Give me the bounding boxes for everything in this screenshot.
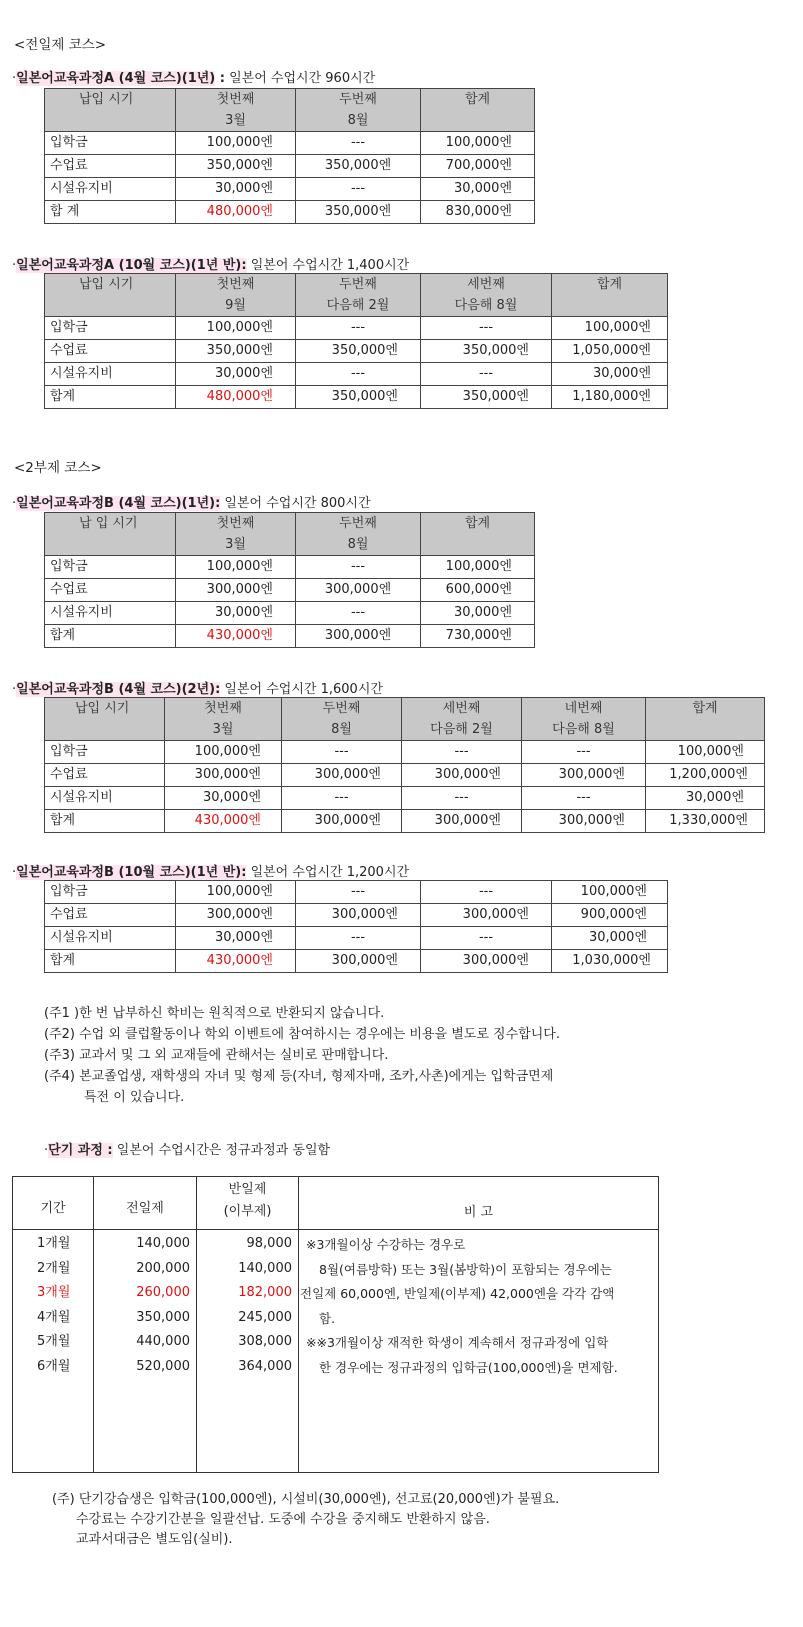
footnote-line: 교과서대금은 별도임(실비). (76, 1532, 233, 1547)
table-row (45, 904, 668, 927)
notes-block (44, 1003, 560, 1108)
period-cell: 4개월 (37, 1309, 71, 1325)
fee-cell: 300,000엔 (402, 810, 522, 833)
fee-cell: 30,000엔 (421, 178, 535, 201)
remark-line: ※3개월이상 수강하는 경우로 (306, 1237, 466, 1252)
course-title-highlight: 일본어교육과정B (4월 코스)(2년): (16, 682, 221, 697)
course-b-april-1yr-title: ·일본어교육과정B (4월 코스)(1년): 일본어 수업시간 800시간 (12, 496, 371, 511)
fee-cell: 30,000엔 (176, 927, 296, 950)
fee-cell: 300,000엔 (282, 764, 402, 787)
course-title-rest: 일본어 수업시간은 정규과정과 동일함 (112, 1143, 331, 1158)
half-day-fee: 245,000 (238, 1309, 292, 1325)
course-b-april-2yr-title: ·일본어교육과정B (4월 코스)(2년): 일본어 수업시간 1,600시간 (12, 682, 383, 697)
fee-cell: 300,000엔 (522, 764, 646, 787)
fee-cell: 30,000엔 (646, 787, 765, 810)
short-course-table (12, 1176, 659, 1473)
fee-cell: 1,180,000엔 (552, 386, 668, 409)
course-b-october-title: ·일본어교육과정B (10월 코스)(1년 반): 일본어 수업시간 1,200시간 (12, 865, 410, 880)
header-installment: 첫번째 9월 (176, 274, 296, 317)
fee-cell: --- (402, 787, 522, 810)
fee-cell: 300,000엔 (296, 950, 421, 973)
fee-cell: --- (296, 602, 421, 625)
fee-cell: 100,000엔 (421, 132, 535, 155)
fee-cell: 30,000엔 (176, 178, 296, 201)
fee-cell: 100,000엔 (176, 317, 296, 340)
fee-cell: --- (421, 927, 552, 950)
half-day-fee: 98,000 (246, 1236, 292, 1251)
course-a-april-fee-table (44, 88, 535, 224)
fee-cell: 30,000엔 (165, 787, 282, 810)
full-day-fee: 440,000 (136, 1334, 190, 1349)
course-title-highlight: 일본어교육과정A (4월 코스)(1년) (16, 71, 216, 86)
course-title-rest: 일본어 수업시간 960시간 (224, 71, 376, 86)
fee-cell: 30,000엔 (176, 602, 296, 625)
course-title-rest: 일본어 수업시간 1,400시간 (246, 258, 410, 273)
course-b-april-1yr-fee-table (44, 512, 535, 648)
fee-cell: 30,000엔 (552, 927, 668, 950)
course-b-april-2yr-fee-table (44, 697, 765, 833)
table-row (45, 155, 535, 178)
header-total: 합계 (552, 274, 668, 317)
fee-cell: 700,000엔 (421, 155, 535, 178)
fee-cell: 600,000엔 (421, 579, 535, 602)
fee-cell: 300,000엔 (402, 764, 522, 787)
row-label: 입학금 (45, 556, 176, 579)
table-row (45, 132, 535, 155)
fee-cell: --- (522, 787, 646, 810)
fee-cell: 300,000엔 (176, 904, 296, 927)
period-cell: 3개월 (37, 1285, 71, 1300)
section-heading-part-time: <2부제 코스> (14, 460, 102, 476)
footnote-line: 수강료는 수강기간분을 일괄선납. 도중에 수강을 중지해도 반환하지 않음. (76, 1512, 490, 1527)
fee-cell: 30,000엔 (176, 363, 296, 386)
fee-cell: 100,000엔 (646, 741, 765, 764)
half-day-fee: 308,000 (238, 1334, 292, 1349)
half-day-fee: 364,000 (238, 1358, 292, 1374)
short-course-title: ·단기 과정 : 일본어 수업시간은 정규과정과 동일함 (44, 1143, 331, 1158)
fee-cell: --- (296, 881, 421, 904)
note-item: (주1 )한 번 납부하신 학비는 원칙적으로 반환되지 않습니다. (44, 1006, 385, 1021)
full-day-fee: 260,000 (136, 1285, 190, 1300)
remark-line: ※※3개월이상 재적한 학생이 계속해서 정규과정에 입학 (306, 1335, 609, 1350)
fee-cell: 900,000엔 (552, 904, 668, 927)
fee-cell: 100,000엔 (421, 556, 535, 579)
table-row (13, 1306, 298, 1331)
course-a-april-title: ·일본어교육과정A (4월 코스)(1년) : 일본어 수업시간 960시간 (12, 71, 376, 86)
footnote-line: (주) 단기강습생은 입학금(100,000엔), 시설비(30,000엔), 선고료(20,000엔)가 불필요. (52, 1492, 560, 1507)
row-label: 합계 (45, 625, 176, 648)
note-item: (주3) 교과서 및 그 외 교재들에 관해서는 실비로 판매합니다. (44, 1048, 389, 1063)
table-row-highlight (13, 1281, 298, 1306)
course-title-highlight: 일본어교육과정B (10월 코스)(1년 반): (16, 865, 247, 880)
row-label: 시설유지비 (45, 178, 176, 201)
fee-cell: 300,000엔 (282, 810, 402, 833)
row-label: 합계 (45, 950, 176, 973)
short-course-rows (13, 1232, 298, 1379)
fee-cell-first-total: 430,000엔 (165, 810, 282, 833)
fee-cell: 300,000엔 (296, 904, 421, 927)
full-day-fee: 200,000 (136, 1260, 190, 1276)
course-title-rest: 일본어 수업시간 1,200시간 (246, 865, 410, 880)
table-row-total (45, 201, 535, 224)
fee-cell: 100,000엔 (176, 556, 296, 579)
table-row (45, 556, 535, 579)
fee-cell-first-total: 480,000엔 (176, 201, 296, 224)
remark-line: 함. (319, 1310, 336, 1326)
period-cell: 5개월 (37, 1334, 71, 1349)
fee-cell: --- (402, 741, 522, 764)
row-label: 입학금 (45, 132, 176, 155)
course-title-highlight: 일본어교육과정A (10월 코스)(1년 반): (16, 258, 247, 273)
remark-line: 8월(여름방학) 또는 3월(봄방학)이 포함되는 경우에는 (319, 1261, 612, 1277)
row-label: 수업료 (45, 340, 176, 363)
header-installment: 세번째 다음해 8월 (421, 274, 552, 317)
fee-cell: --- (421, 881, 552, 904)
short-course-remarks (300, 1233, 656, 1380)
course-title-rest: 일본어 수업시간 1,600시간 (220, 682, 383, 697)
fee-cell: 300,000엔 (522, 810, 646, 833)
fee-cell: --- (296, 178, 421, 201)
period-cell: 2개월 (37, 1260, 71, 1276)
fee-cell: 350,000엔 (176, 155, 296, 178)
fee-cell: 350,000엔 (421, 386, 552, 409)
fee-cell: --- (296, 132, 421, 155)
short-course-footnotes (52, 1490, 559, 1550)
table-row-total (45, 625, 535, 648)
table-row (45, 579, 535, 602)
header-payment-period: 납 입 시기 (45, 513, 176, 556)
fee-cell: 350,000엔 (296, 340, 421, 363)
half-day-fee: 140,000 (238, 1260, 292, 1276)
note-item: 특전 이 있습니다. (84, 1090, 185, 1105)
fee-cell: 300,000엔 (296, 625, 421, 648)
course-a-october-fee-table (44, 273, 668, 409)
row-label: 합계 (45, 386, 176, 409)
table-row (45, 363, 668, 386)
header-installment: 두번째 8월 (282, 698, 402, 741)
header-total: 합계 (646, 698, 765, 741)
period-cell: 1개월 (37, 1236, 71, 1251)
header-payment-period: 납입 시기 (45, 698, 165, 741)
remark-line: 한 경우에는 정규과정의 입학금(100,000엔)을 면제함. (319, 1359, 618, 1375)
table-row (45, 741, 765, 764)
fee-cell: 300,000엔 (296, 579, 421, 602)
fee-cell: --- (296, 556, 421, 579)
row-label: 시설유지비 (45, 363, 176, 386)
row-label: 수업료 (45, 579, 176, 602)
fee-cell: 1,030,000엔 (552, 950, 668, 973)
fee-cell: 30,000엔 (421, 602, 535, 625)
table-row (13, 1330, 298, 1355)
row-label: 입학금 (45, 317, 176, 340)
course-a-october-title: ·일본어교육과정A (10월 코스)(1년 반): 일본어 수업시간 1,400시간 (12, 258, 410, 273)
half-day-fee: 182,000 (238, 1285, 292, 1300)
course-title-rest: 일본어 수업시간 800시간 (220, 496, 371, 511)
table-row (13, 1257, 298, 1282)
fee-cell: --- (282, 741, 402, 764)
note-item: (주2) 수업 외 클럽활동이나 학외 이벤트에 참여하시는 경우에는 비용을 별도로 징수합니다. (44, 1027, 560, 1042)
header-remark: 비 고 (463, 1205, 494, 1220)
fee-cell: 350,000엔 (296, 155, 421, 178)
row-label: 시설유지비 (45, 602, 176, 625)
table-row-total (45, 386, 668, 409)
fee-cell: --- (421, 363, 552, 386)
fee-cell-first-total: 430,000엔 (176, 625, 296, 648)
header-installment: 세번째 다음해 2월 (402, 698, 522, 741)
table-row (13, 1232, 298, 1257)
fee-cell: 300,000엔 (421, 904, 552, 927)
table-row (45, 317, 668, 340)
fee-cell: 350,000엔 (296, 386, 421, 409)
course-title-highlight: 일본어교육과정B (4월 코스)(1년): (16, 496, 221, 511)
remark-line: 전일제 60,000엔, 반일제(이부제) 42,000엔을 각각 감액 (300, 1286, 615, 1301)
period-cell: 6개월 (37, 1358, 71, 1374)
fee-cell: 300,000엔 (421, 950, 552, 973)
fee-cell: 300,000엔 (165, 764, 282, 787)
table-row (45, 602, 535, 625)
section-heading-full-day: <전일제 코스> (14, 37, 107, 53)
table-row (45, 178, 535, 201)
course-title-sep: : (215, 71, 225, 86)
full-day-fee: 520,000 (136, 1358, 190, 1374)
fee-cell: --- (296, 317, 421, 340)
table-row (45, 927, 668, 950)
row-label: 시설유지비 (45, 787, 165, 810)
header-payment-period: 납입 시기 (45, 89, 176, 132)
note-item: (주4) 본교졸업생, 재학생의 자녀 및 형제 등(자녀, 형제자매, 조카,사촌)에게는 입학금면제 (44, 1069, 554, 1084)
header-installment: 첫번째 3월 (176, 513, 296, 556)
header-total: 합계 (421, 513, 535, 556)
table-row-total (45, 950, 668, 973)
fee-cell: 100,000엔 (552, 881, 668, 904)
header-installment: 두번째 8월 (296, 89, 421, 132)
course-title-highlight: 단기 과정 : (48, 1143, 113, 1158)
full-day-fee: 140,000 (136, 1236, 190, 1251)
header-full-day: 전일제 (126, 1201, 164, 1216)
table-row (45, 787, 765, 810)
table-row (45, 764, 765, 787)
table-row (45, 881, 668, 904)
fee-cell: 730,000엔 (421, 625, 535, 648)
fee-cell: 100,000엔 (176, 132, 296, 155)
fee-cell: 350,000엔 (296, 201, 421, 224)
fee-cell: 100,000엔 (552, 317, 668, 340)
table-row (13, 1355, 298, 1380)
fee-cell: 1,330,000엔 (646, 810, 765, 833)
fee-cell: --- (522, 741, 646, 764)
row-label: 수업료 (45, 904, 176, 927)
fee-cell: 30,000엔 (552, 363, 668, 386)
header-installment: 첫번째 3월 (165, 698, 282, 741)
table-row-total (45, 810, 765, 833)
header-installment: 두번째 다음해 2월 (296, 274, 421, 317)
row-label: 합 계 (45, 201, 176, 224)
fee-cell-first-total: 430,000엔 (176, 950, 296, 973)
fee-cell: 100,000엔 (165, 741, 282, 764)
fee-cell: 830,000엔 (421, 201, 535, 224)
row-label: 입학금 (45, 741, 165, 764)
full-day-fee: 350,000 (136, 1309, 190, 1325)
header-period: 기간 (40, 1201, 66, 1216)
fee-cell: 1,050,000엔 (552, 340, 668, 363)
fee-cell: 100,000엔 (176, 881, 296, 904)
course-b-october-fee-table (44, 880, 668, 973)
row-label: 시설유지비 (45, 927, 176, 950)
table-row (45, 340, 668, 363)
fee-cell-first-total: 480,000엔 (176, 386, 296, 409)
header-installment: 첫번째 3월 (176, 89, 296, 132)
row-label: 수업료 (45, 764, 165, 787)
fee-cell: 350,000엔 (176, 340, 296, 363)
fee-cell: --- (282, 787, 402, 810)
row-label: 수업료 (45, 155, 176, 178)
header-installment: 네번째 다음해 8월 (522, 698, 646, 741)
header-installment: 두번째 8월 (296, 513, 421, 556)
fee-cell: --- (296, 363, 421, 386)
fee-cell: 1,200,000엔 (646, 764, 765, 787)
row-label: 입학금 (45, 881, 176, 904)
fee-cell: 350,000엔 (421, 340, 552, 363)
header-payment-period: 납입 시기 (45, 274, 176, 317)
header-half-day: 반일제 (이부제) (223, 1182, 272, 1219)
fee-cell: 300,000엔 (176, 579, 296, 602)
header-total: 합계 (421, 89, 535, 132)
row-label: 합계 (45, 810, 165, 833)
fee-cell: --- (296, 927, 421, 950)
fee-cell: --- (421, 317, 552, 340)
